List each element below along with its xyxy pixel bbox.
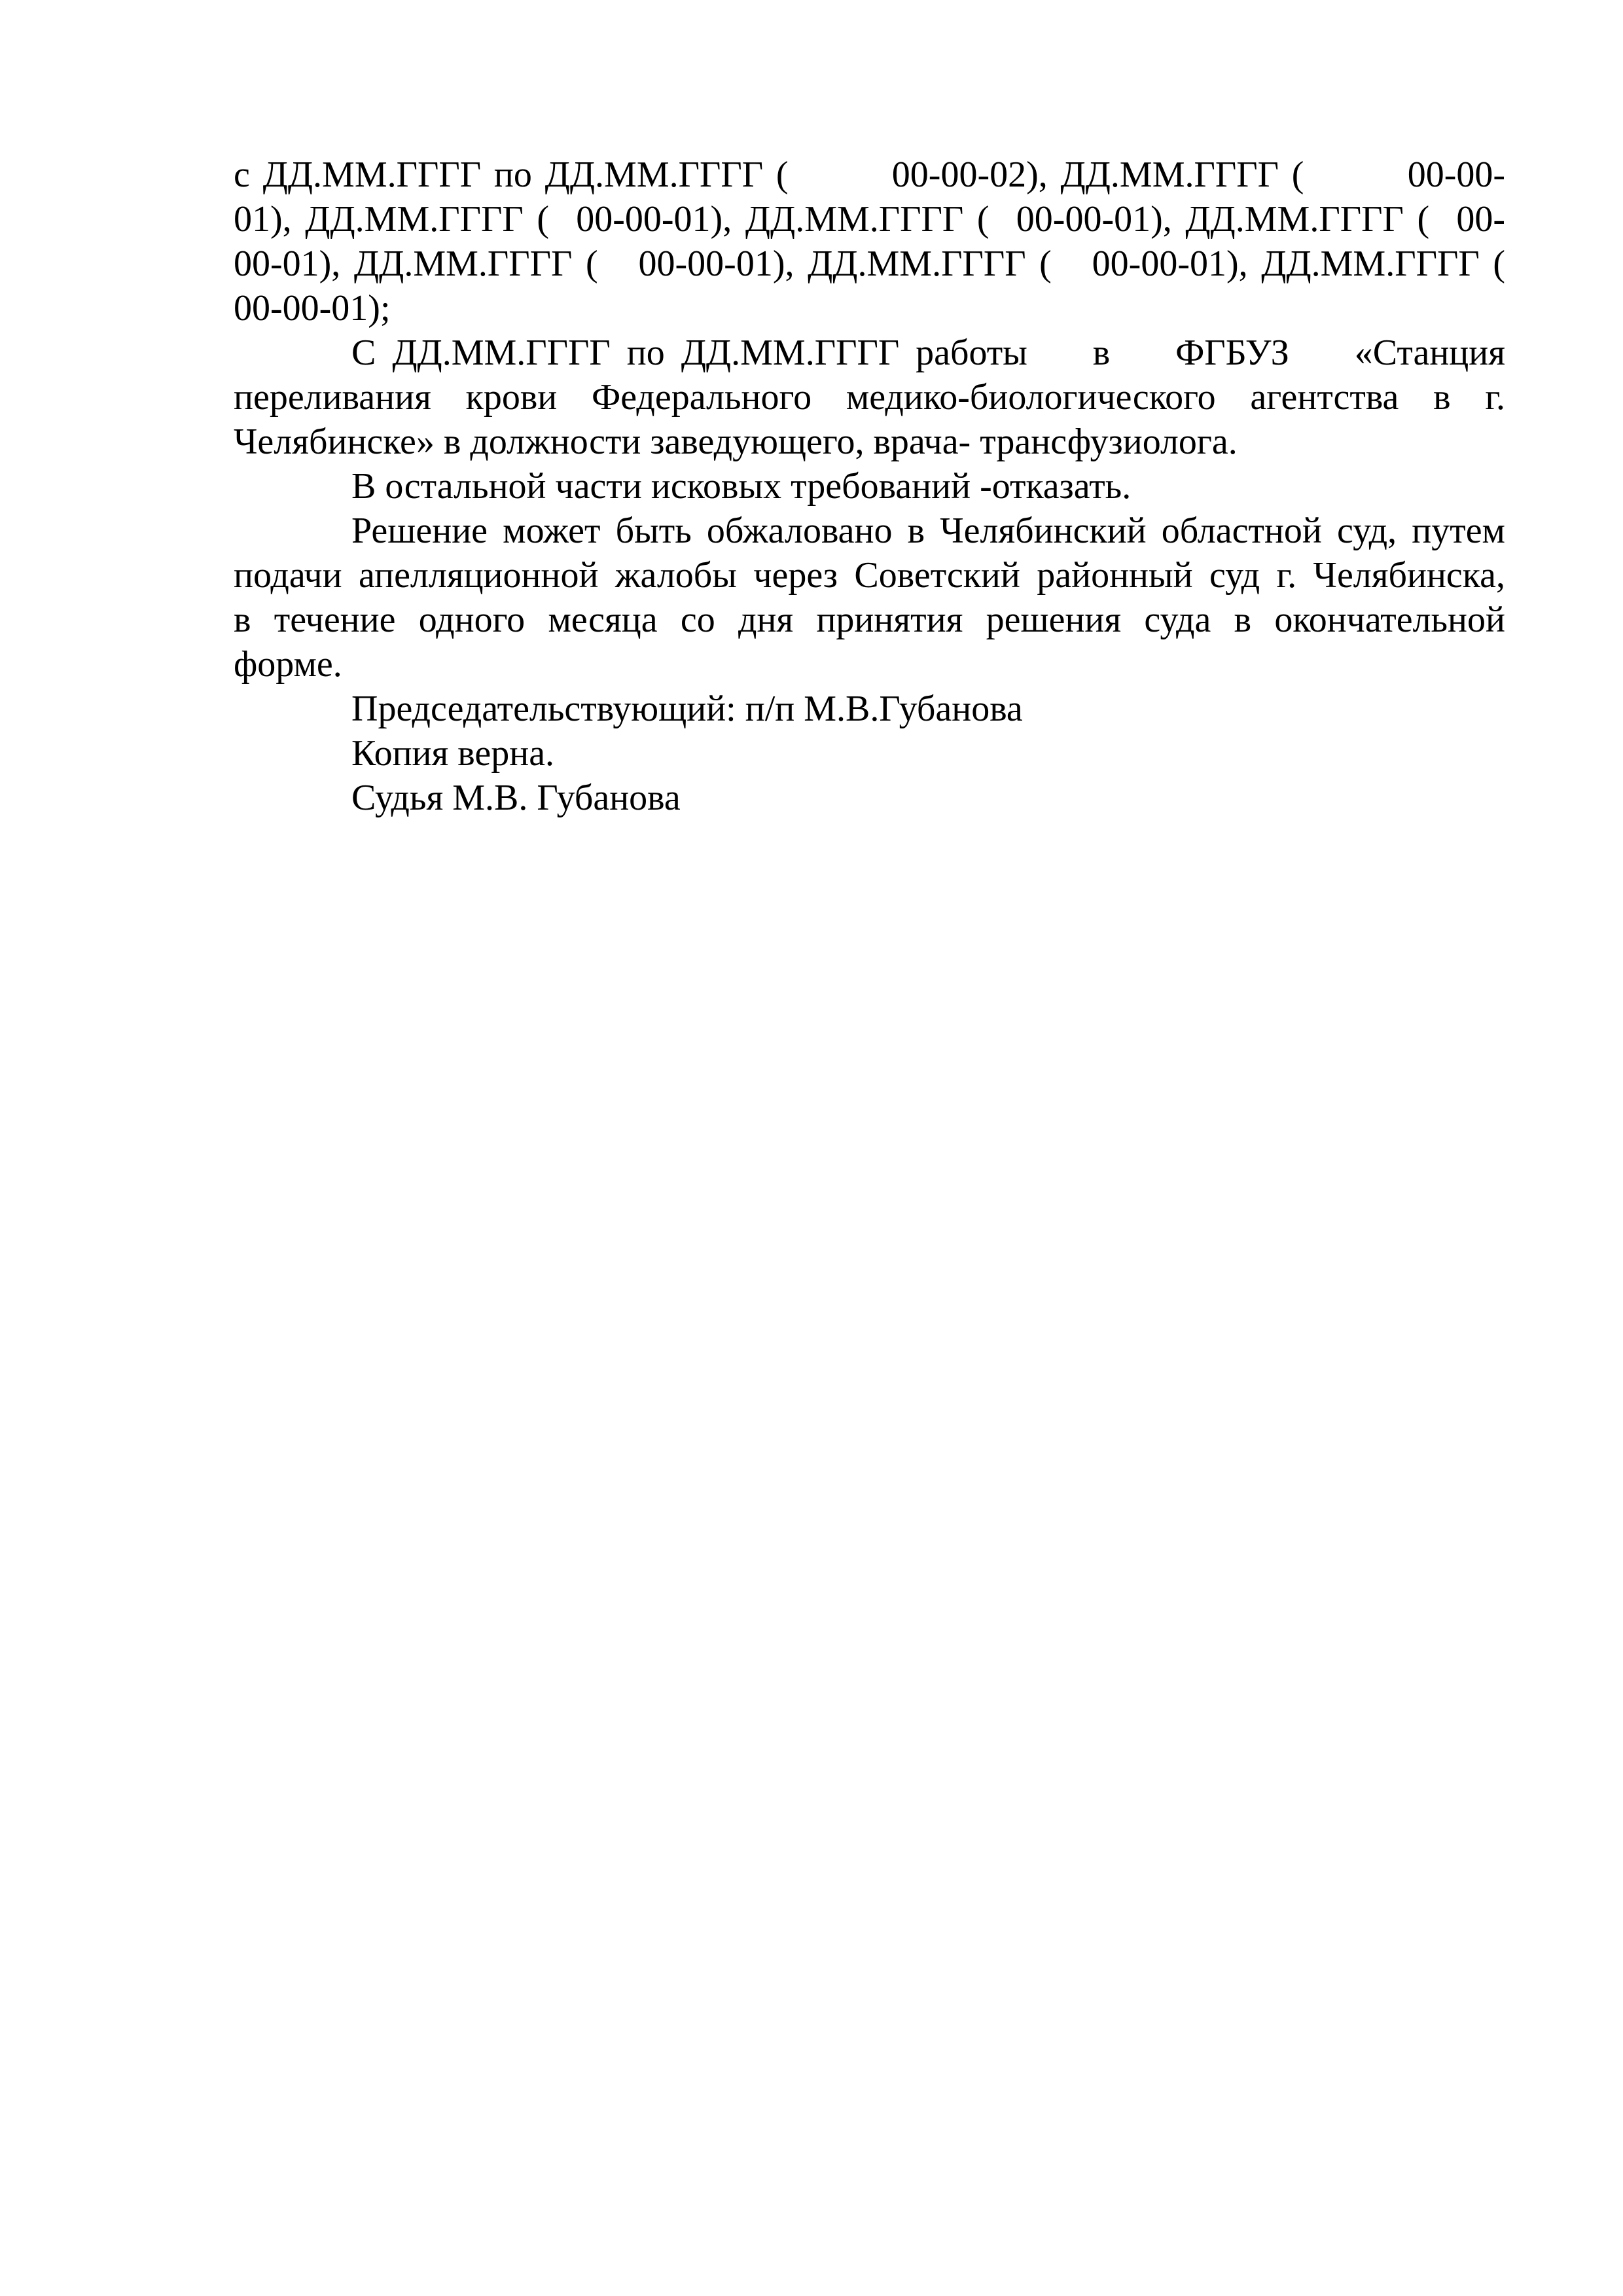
paragraph-claims-denied: [234, 464, 1505, 509]
text-line: форме.: [234, 644, 342, 685]
paragraph-presiding-judge-signature: [234, 687, 1505, 731]
text-line: подачи апелляционной жалобы через Советский районный суд г. Челябинска,: [234, 555, 1505, 596]
paragraph-judge-name: [234, 776, 1505, 820]
text-line: 01), ДД.ММ.ГГГГ ( 00-00-01), ДД.ММ.ГГГГ ( 00-00-01), ДД.ММ.ГГГГ ( 00-: [234, 199, 1505, 240]
text-line: переливания крови Федерального медико-биологического агентства в г.: [234, 377, 1505, 418]
paragraph-employment-period: [234, 331, 1505, 464]
paragraph-copy-certified: [234, 731, 1505, 776]
text-line: Челябинске» в должности заведующего, врача- трансфузиолога.: [234, 422, 1238, 462]
text-line: в течение одного месяца со дня принятия решения суда в окончательной: [234, 600, 1505, 640]
text-line: Председательствующий: п/п М.В.Губанова: [351, 689, 1023, 729]
text-line: с ДД.ММ.ГГГГ по ДД.ММ.ГГГГ ( 00-00-02), ДД.ММ.ГГГГ ( 00-00-: [234, 154, 1505, 195]
text-line: В остальной части исковых требований -отказать.: [351, 466, 1132, 507]
text-line: Копия верна.: [351, 733, 555, 774]
text-line: С ДД.ММ.ГГГГ по ДД.ММ.ГГГГ работы в ФГБУЗ «Станция: [351, 332, 1505, 373]
text-line: Судья М.В. Губанова: [351, 778, 681, 818]
paragraph-dates-list: [234, 152, 1505, 331]
document-body: [234, 152, 1505, 820]
text-line: 00-01), ДД.ММ.ГГГГ ( 00-00-01), ДД.ММ.ГГГГ ( 00-00-01), ДД.ММ.ГГГГ (: [234, 243, 1505, 284]
text-line: 00-00-01);: [234, 288, 391, 329]
paragraph-appeal-procedure: [234, 509, 1505, 687]
text-line: Решение может быть обжаловано в Челябинский областной суд, путем: [351, 511, 1505, 551]
